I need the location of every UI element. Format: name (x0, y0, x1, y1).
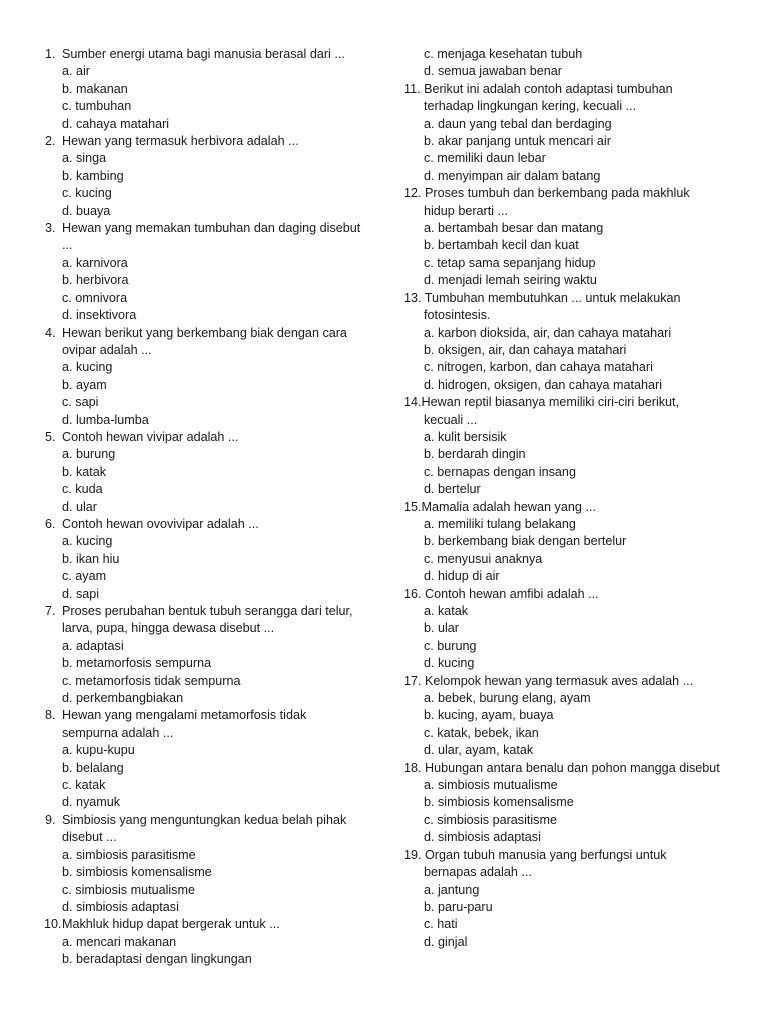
choice-text: a. kucing (62, 360, 113, 375)
choice-text: d. buaya (62, 203, 111, 218)
answer-choice (40, 760, 390, 777)
choice-text: d. lumba-lumba (62, 412, 149, 427)
question-number: 1. (45, 47, 56, 61)
question-text: 17. Kelompok hewan yang termasuk aves adalah ... (404, 673, 694, 688)
answer-choice (404, 63, 754, 80)
choice-text: d. hidrogen, oksigen, dan cahaya matahari (424, 377, 663, 392)
question-line (404, 185, 754, 202)
question-text: fotosintesis. (424, 308, 491, 323)
answer-choice (404, 255, 754, 272)
choice-text: d. kucing (424, 656, 475, 671)
choice-text: a. burung (62, 447, 116, 462)
choice-text: b. ikan hiu (62, 551, 120, 566)
choice-text: c. ayam (62, 569, 107, 584)
answer-choice (404, 481, 754, 498)
choice-text: b. belalang (62, 760, 124, 775)
answer-choice (40, 794, 390, 811)
question-continuation (40, 725, 390, 742)
question-continuation (40, 620, 390, 637)
choice-text: b. akar panjang untuk mencari air (424, 134, 611, 149)
choice-text: b. bertambah kecil dan kuat (424, 238, 579, 253)
question-continuation (40, 342, 390, 359)
question-line (404, 673, 754, 690)
question-text: Proses perubahan bentuk tubuh serangga dari telur, (62, 604, 353, 618)
question-number: 9. (45, 812, 56, 827)
question-line (40, 133, 390, 150)
question-text: 11. Berikut ini adalah contoh adaptasi tumbuhan (404, 81, 673, 96)
question-text: Sumber energi utama bagi manusia berasal dari ... (62, 47, 345, 61)
question-text: Makhluk hidup dapat bergerak untuk ... (62, 917, 280, 932)
right-column (404, 46, 754, 951)
answer-choice (40, 446, 390, 463)
question-text: bernapas adalah ... (424, 865, 532, 880)
question-line (40, 916, 390, 933)
question-text: ovipar adalah ... (62, 342, 152, 357)
answer-choice (404, 377, 754, 394)
question-continuation (404, 203, 754, 220)
choice-text: a. singa (62, 151, 107, 166)
choice-text: d. insektivora (62, 308, 137, 323)
answer-choice (404, 725, 754, 742)
question-continuation (40, 237, 390, 254)
answer-choice (404, 777, 754, 794)
question-number: 3. (45, 221, 56, 236)
choice-text: c. tumbuhan (62, 99, 132, 114)
answer-choice (40, 98, 390, 115)
choice-text: d. ular, ayam, katak (424, 743, 534, 758)
answer-choice (404, 429, 754, 446)
left-column (40, 46, 390, 969)
question-text: 13. Tumbuhan membutuhkan ... untuk melakukan (404, 290, 681, 305)
question-text: 14.Hewan reptil biasanya memiliki ciri-ciri berikut, (404, 395, 680, 410)
answer-choice (40, 690, 390, 707)
answer-choice (40, 394, 390, 411)
choice-text: a. mencari makanan (62, 934, 177, 949)
question-text: Contoh hewan ovovivipar adalah ... (62, 516, 259, 531)
answer-choice (404, 46, 754, 63)
question-text: Hewan yang mengalami metamorfosis tidak (62, 708, 307, 723)
answer-choice (40, 655, 390, 672)
question-line (40, 603, 390, 620)
question-continuation (404, 307, 754, 324)
question-text: sempurna adalah ... (62, 725, 174, 740)
choice-text: d. ular (62, 499, 98, 514)
choice-text: b. katak (62, 464, 107, 479)
question-text: disebut ... (62, 830, 117, 845)
choice-text: a. karbon dioksida, air, dan cahaya matahari (424, 325, 672, 340)
choice-text: d. sapi (62, 586, 100, 601)
choice-text: c. menyusui anaknya (424, 551, 543, 566)
choice-text: a. simbiosis parasitisme (62, 847, 196, 862)
answer-choice (40, 568, 390, 585)
answer-choice (40, 586, 390, 603)
question-line (40, 812, 390, 829)
answer-choice (404, 133, 754, 150)
question-line (40, 429, 390, 446)
answer-choice (404, 464, 754, 481)
choice-text: a. bebek, burung elang, ayam (424, 691, 591, 706)
answer-choice (40, 150, 390, 167)
answer-choice (40, 899, 390, 916)
choice-text: b. ular (424, 621, 460, 636)
answer-choice (404, 655, 754, 672)
choice-text: d. nyamuk (62, 795, 121, 810)
answer-choice (40, 638, 390, 655)
question-line (404, 499, 754, 516)
answer-choice (404, 551, 754, 568)
question-text: kecuali ... (424, 412, 478, 427)
choice-text: b. makanan (62, 81, 128, 96)
question-line (40, 516, 390, 533)
choice-text: d. hidup di air (424, 569, 500, 584)
answer-choice (404, 568, 754, 585)
choice-text: c. simbiosis mutualisme (62, 882, 195, 897)
question-number: 6. (45, 516, 56, 531)
choice-text: c. menjaga kesehatan tubuh (424, 47, 583, 61)
choice-text: c. burung (424, 638, 477, 653)
question-continuation (40, 829, 390, 846)
choice-text: a. air (62, 64, 90, 79)
answer-choice (40, 742, 390, 759)
answer-choice (404, 829, 754, 846)
choice-text: d. simbiosis adaptasi (424, 830, 541, 845)
question-text: 16. Contoh hewan amfibi adalah ... (404, 586, 599, 601)
question-continuation (404, 864, 754, 881)
answer-choice (404, 533, 754, 550)
choice-text: b. beradaptasi dengan lingkungan (62, 952, 252, 967)
answer-choice (404, 168, 754, 185)
choice-text: d. semua jawaban benar (424, 64, 562, 79)
answer-choice (404, 742, 754, 759)
answer-choice (404, 237, 754, 254)
answer-choice (404, 342, 754, 359)
choice-text: b. simbiosis komensalisme (424, 795, 574, 810)
answer-choice (404, 220, 754, 237)
question-text: Hewan yang termasuk herbivora adalah ... (62, 134, 299, 149)
choice-text: b. berdarah dingin (424, 447, 526, 462)
choice-text: d. menyimpan air dalam batang (424, 168, 601, 183)
answer-choice (40, 116, 390, 133)
question-line (40, 46, 390, 63)
answer-choice (404, 620, 754, 637)
choice-text: b. kambing (62, 168, 124, 183)
answer-choice (404, 116, 754, 133)
answer-choice (40, 185, 390, 202)
answer-choice (40, 847, 390, 864)
answer-choice (40, 272, 390, 289)
answer-choice (40, 464, 390, 481)
question-number: 10. (44, 917, 62, 932)
answer-choice (404, 707, 754, 724)
choice-text: b. metamorfosis sempurna (62, 656, 212, 671)
choice-text: a. bertambah besar dan matang (424, 221, 604, 236)
answer-choice (40, 63, 390, 80)
choice-text: b. simbiosis komensalisme (62, 865, 212, 880)
answer-choice (40, 203, 390, 220)
question-text: Simbiosis yang menguntungkan kedua belah pihak (62, 812, 347, 827)
choice-text: a. kulit bersisik (424, 429, 507, 444)
answer-choice (40, 934, 390, 951)
question-text: Hewan yang memakan tumbuhan dan daging disebut (62, 221, 361, 236)
answer-choice (404, 272, 754, 289)
question-text: Hewan berikut yang berkembang biak dengan cara (62, 325, 347, 340)
question-line (40, 220, 390, 237)
question-text: hidup berarti ... (424, 203, 509, 218)
choice-text: c. tetap sama sepanjang hidup (424, 255, 596, 270)
answer-choice (40, 412, 390, 429)
question-line (404, 290, 754, 307)
answer-choice (40, 255, 390, 272)
choice-text: b. oksigen, air, dan cahaya matahari (424, 342, 627, 357)
answer-choice (40, 551, 390, 568)
choice-text: c. kucing (62, 186, 112, 201)
answer-choice (40, 307, 390, 324)
choice-text: c. nitrogen, karbon, dan cahaya matahari (424, 360, 653, 375)
question-line (404, 847, 754, 864)
question-number: 7. (45, 604, 56, 618)
answer-choice (404, 446, 754, 463)
choice-text: d. bertelur (424, 482, 481, 497)
choice-text: a. daun yang tebal dan berdaging (424, 116, 612, 131)
answer-choice (40, 499, 390, 516)
choice-text: a. kucing (62, 534, 113, 549)
answer-choice (404, 516, 754, 533)
question-line (404, 394, 754, 411)
answer-choice (40, 533, 390, 550)
question-line (40, 707, 390, 724)
choice-text: a. jantung (424, 882, 480, 897)
choice-text: d. perkembangbiakan (62, 691, 184, 706)
answer-choice (40, 673, 390, 690)
choice-text: b. herbivora (62, 273, 129, 288)
question-continuation (404, 412, 754, 429)
question-line (404, 760, 754, 777)
question-text: 15.Mamalia adalah hewan yang ... (404, 499, 596, 514)
choice-text: b. paru-paru (424, 899, 493, 914)
question-number: 2. (45, 134, 56, 149)
answer-choice (404, 934, 754, 951)
answer-choice (40, 481, 390, 498)
answer-choice (40, 168, 390, 185)
choice-text: a. karnivora (62, 255, 128, 270)
choice-text: a. memiliki tulang belakang (424, 516, 576, 531)
answer-choice (404, 899, 754, 916)
question-text: Contoh hewan vivipar adalah ... (62, 429, 239, 444)
question-line (40, 325, 390, 342)
answer-choice (40, 377, 390, 394)
answer-choice (404, 812, 754, 829)
choice-text: b. kucing, ayam, buaya (424, 708, 554, 723)
answer-choice (40, 359, 390, 376)
answer-choice (40, 290, 390, 307)
choice-text: b. berkembang biak dengan bertelur (424, 534, 627, 549)
question-text: 18. Hubungan antara benalu dan pohon mangga disebut (404, 760, 720, 775)
choice-text: c. bernapas dengan insang (424, 464, 576, 479)
question-number: 5. (45, 429, 56, 444)
answer-choice (404, 325, 754, 342)
question-number: 8. (45, 708, 56, 723)
answer-choice (40, 81, 390, 98)
question-line (404, 81, 754, 98)
answer-choice (404, 690, 754, 707)
question-text: 12. Proses tumbuh dan berkembang pada makhluk (404, 186, 690, 201)
choice-text: b. ayam (62, 377, 107, 392)
answer-choice (40, 864, 390, 881)
choice-text: c. katak (62, 778, 106, 793)
choice-text: a. simbiosis mutualisme (424, 778, 558, 793)
answer-choice (404, 603, 754, 620)
choice-text: d. ginjal (424, 934, 468, 949)
choice-text: c. metamorfosis tidak sempurna (62, 673, 241, 688)
answer-choice (404, 150, 754, 167)
answer-choice (40, 951, 390, 968)
question-number: 4. (45, 325, 56, 340)
choice-text: c. simbiosis parasitisme (424, 812, 557, 827)
choice-text: a. katak (424, 604, 469, 618)
question-continuation (404, 98, 754, 115)
answer-choice (404, 882, 754, 899)
choice-text: c. katak, bebek, ikan (424, 725, 539, 740)
choice-text: c. memiliki daun lebar (424, 151, 546, 166)
answer-choice (404, 794, 754, 811)
choice-text: c. hati (424, 917, 458, 932)
answer-choice (40, 777, 390, 794)
choice-text: c. kuda (62, 482, 103, 497)
choice-text: d. simbiosis adaptasi (62, 899, 179, 914)
answer-choice (404, 916, 754, 933)
choice-text: a. adaptasi (62, 638, 124, 653)
question-text: larva, pupa, hingga dewasa disebut ... (62, 621, 275, 636)
choice-text: a. kupu-kupu (62, 743, 135, 758)
answer-choice (404, 359, 754, 376)
question-text: 19. Organ tubuh manusia yang berfungsi untuk (404, 847, 667, 862)
question-text: ... (62, 238, 73, 253)
question-text: terhadap lingkungan kering, kecuali ... (424, 99, 637, 114)
answer-choice (404, 638, 754, 655)
choice-text: c. sapi (62, 395, 99, 410)
choice-text: c. omnivora (62, 290, 128, 305)
choice-text: d. cahaya matahari (62, 116, 170, 131)
choice-text: d. menjadi lemah seiring waktu (424, 273, 597, 288)
question-line (404, 586, 754, 603)
answer-choice (40, 882, 390, 899)
